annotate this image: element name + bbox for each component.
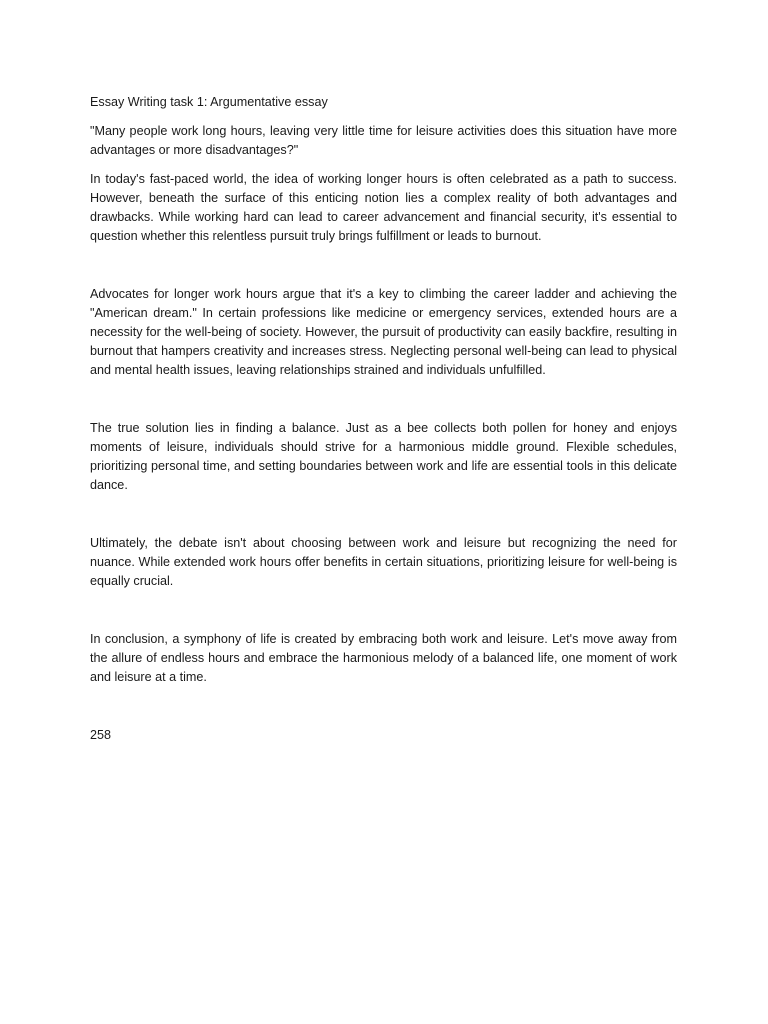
paragraph-conclusion: In conclusion, a symphony of life is created by embracing both work and leisure. Let's move away from the allure of endless hours and embrace the harmonious melody of a balanced life, one moment of work and leisure at a time. xyxy=(90,632,677,684)
paragraph-ultimately: Ultimately, the debate isn't about choosing between work and leisure but recognizing the need for nuance. While extended work hours offer benefits in certain situations, prioritizing leisure for well-being is equally crucial. xyxy=(90,536,677,588)
essay-prompt: "Many people work long hours, leaving very little time for leisure activities does this situation have more advantages or more disadvantages?" xyxy=(90,124,677,157)
paragraph-spacer xyxy=(90,246,677,285)
paragraph-spacer xyxy=(90,687,677,726)
paragraph-spacer xyxy=(90,591,677,630)
paragraph-balance: The true solution lies in finding a balance. Just as a bee collects both pollen for honey and enjoys moments of leisure, individuals should strive for a harmonious middle ground. Flexible schedules, prioritizing personal time, and setting boundaries between work and life are essential tools in this delicate dance. xyxy=(90,421,677,492)
word-count: 258 xyxy=(90,728,112,742)
paragraph-introduction: In today's fast-paced world, the idea of working longer hours is often celebrated as a path to success. However, beneath the surface of this enticing notion lies a complex reality of both advantages and drawbacks. While working hard can lead to career advancement and financial security, it's essential to question whether this relentless pursuit truly brings fulfillment or leads to burnout. xyxy=(90,172,677,243)
paragraph-spacer xyxy=(90,495,677,534)
essay-heading: Essay Writing task 1: Argumentative essay xyxy=(90,95,328,109)
document-page xyxy=(90,93,677,745)
paragraph-spacer xyxy=(90,380,677,419)
paragraph-advocates: Advocates for longer work hours argue that it's a key to climbing the career ladder and achieving the "American dream." In certain professions like medicine or emergency services, extended hours are a necessity for the well-being of society. However, the pursuit of productivity can easily backfire, resulting in burnout that hampers creativity and increases stress. Neglecting personal well-being can lead to physical and mental health issues, leaving relationships strained and individuals unfulfilled. xyxy=(90,287,677,377)
